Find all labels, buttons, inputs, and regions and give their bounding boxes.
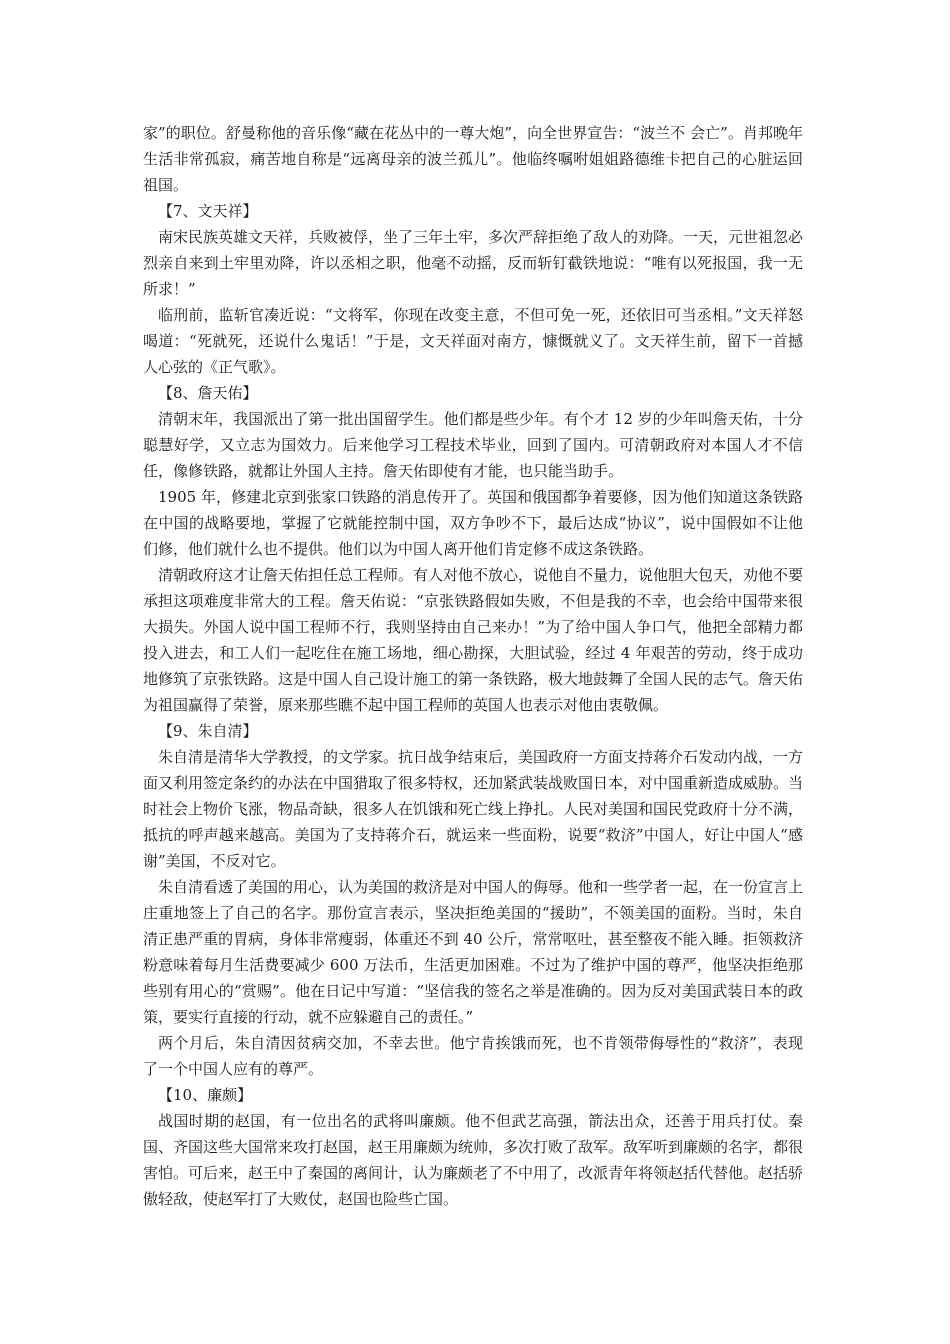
paragraph: 1905 年，修建北京到张家口铁路的消息传开了。英国和俄国都争着要修，因为他们知道这条铁路在中国的战略要地，掌握了它就能控制中国，双方争吵不下，最后达成“协议”，说中国假如不让他们修，他们就什么也不提供。他们以为中国人离开他们肯定修不成这条铁路。: [143, 488, 803, 558]
section-heading: 【8、詹天佑】: [158, 384, 258, 402]
paragraph: 朱自清是清华大学教授，的文学家。抗日战争结束后，美国政府一方面支持蒋介石发动内战，一方面又利用签定条约的办法在中国猎取了很多特权，还加紧武装战败国日本，对中国重新造成威胁。当时社会上物价飞涨，物品奇缺，很多人在饥饿和死亡线上挣扎。人民对美国和国民党政府十分不满，抵抗的呼声越来越高。美国为了支持蒋介石，就运来一些面粉，说要“救济”中国人，好让中国人“感谢”美国，不反对它。: [143, 748, 804, 870]
paragraph: 朱自清看透了美国的用心，认为美国的救济是对中国人的侮辱。他和一些学者一起，在一份宣言上庄重地签上了自己的名字。那份宣言表示，坚决拒绝美国的“援助”，不领美国的面粉。当时，朱自清正患严重的胃病，身体非常瘦弱，体重还不到 40 公斤，常常呕吐，甚至整夜不能入睡。拒领救济粉意味着每月生活费要减少 600 万法币，生活更加困难。不过为了维护中国的尊严，他坚决拒绝那些别有用心的“赏赐”。他在日记中写道：“坚信我的签名之举是准确的。因为反对美国武装日本的政策，要实行直接的行动，就不应躲避自己的责任。”: [143, 878, 804, 1026]
section-wen-tianxiang: [143, 198, 803, 380]
paragraph: 南宋民族英雄文天祥，兵败被俘，坐了三年土牢，多次严辞拒绝了敌人的劝降。一天，元世祖忽必烈亲自来到土牢里劝降，许以丞相之职，他毫不动摇，反而斩钉截铁地说：“唯有以死报国，我一无所求！”: [143, 228, 804, 298]
paragraph: 清朝政府这才让詹天佑担任总工程师。有人对他不放心，说他自不量力，说他胆大包天，劝他不要承担这项难度非常大的工程。詹天佑说：“京张铁路假如失败，不但是我的不幸，也会给中国带来很大损失。外国人说中国工程师不行，我则坚持由自己来办！”为了给中国人争口气，他把全部精力都投入进去，和工人们一起吃住在施工场地，细心勘探，大胆试验，经过 4 年艰苦的劳动，终于成功地修筑了京张铁路。这是中国人自己设计施工的第一条铁路，极大地鼓舞了全国人民的志气。詹天佑为祖国赢得了荣誉，原来那些瞧不起中国工程师的英国人也表示对他由衷敬佩。: [143, 566, 804, 714]
section-zhu-ziqing: [143, 718, 803, 1082]
section-heading: 【9、朱自清】: [158, 722, 258, 740]
section-heading: 【10、廉颇】: [158, 1086, 253, 1104]
paragraph: 两个月后，朱自清因贫病交加，不幸去世。他宁肯挨饿而死，也不肯领带侮辱性的“救济”，表现了一个中国人应有的尊严。: [143, 1034, 803, 1078]
section-zhan-tianyou: [143, 380, 803, 718]
intro-paragraph: 家”的职位。舒曼称他的音乐像“藏在花丛中的一尊大炮”，向全世界宣告：“波兰不 会亡”。肖邦晚年生活非常孤寂，痛苦地自称是“远离母亲的波兰孤儿”。他临终嘱咐姐姐路德维卡把自己的心脏运回祖国。: [143, 124, 803, 194]
paragraph: 临刑前，监斩官凑近说：“文将军，你现在改变主意，不但可免一死，还依旧可当丞相。”文天祥怒喝道：“死就死，还说什么鬼话！”于是，文天祥面对南方，慷慨就义了。文天祥生前，留下一首撼人心弦的《正气歌》。: [143, 306, 803, 376]
paragraph: 清朝末年，我国派出了第一批出国留学生。他们都是些少年。有个才 12 岁的少年叫詹天佑，十分聪慧好学，又立志为国效力。后来他学习工程技术毕业，回到了国内。可清朝政府对本国人才不信任，像修铁路，就都让外国人主持。詹天佑即使有才能，也只能当助手。: [143, 410, 803, 480]
section-heading: 【7、文天祥】: [158, 202, 258, 220]
section-lian-po: [143, 1082, 803, 1212]
paragraph: 战国时期的赵国，有一位出名的武将叫廉颇。他不但武艺高强，箭法出众，还善于用兵打仗。秦国、齐国这些大国常来攻打赵国，赵王用廉颇为统帅，多次打败了敌军。敌军听到廉颇的名字，都很害怕。可后来，赵王中了秦国的离间计，认为廉颇老了不中用了，改派青年将领赵括代替他。赵括骄傲轻敌，使赵军打了大败仗，赵国也险些亡国。: [143, 1112, 804, 1208]
document-page: [143, 120, 803, 1212]
